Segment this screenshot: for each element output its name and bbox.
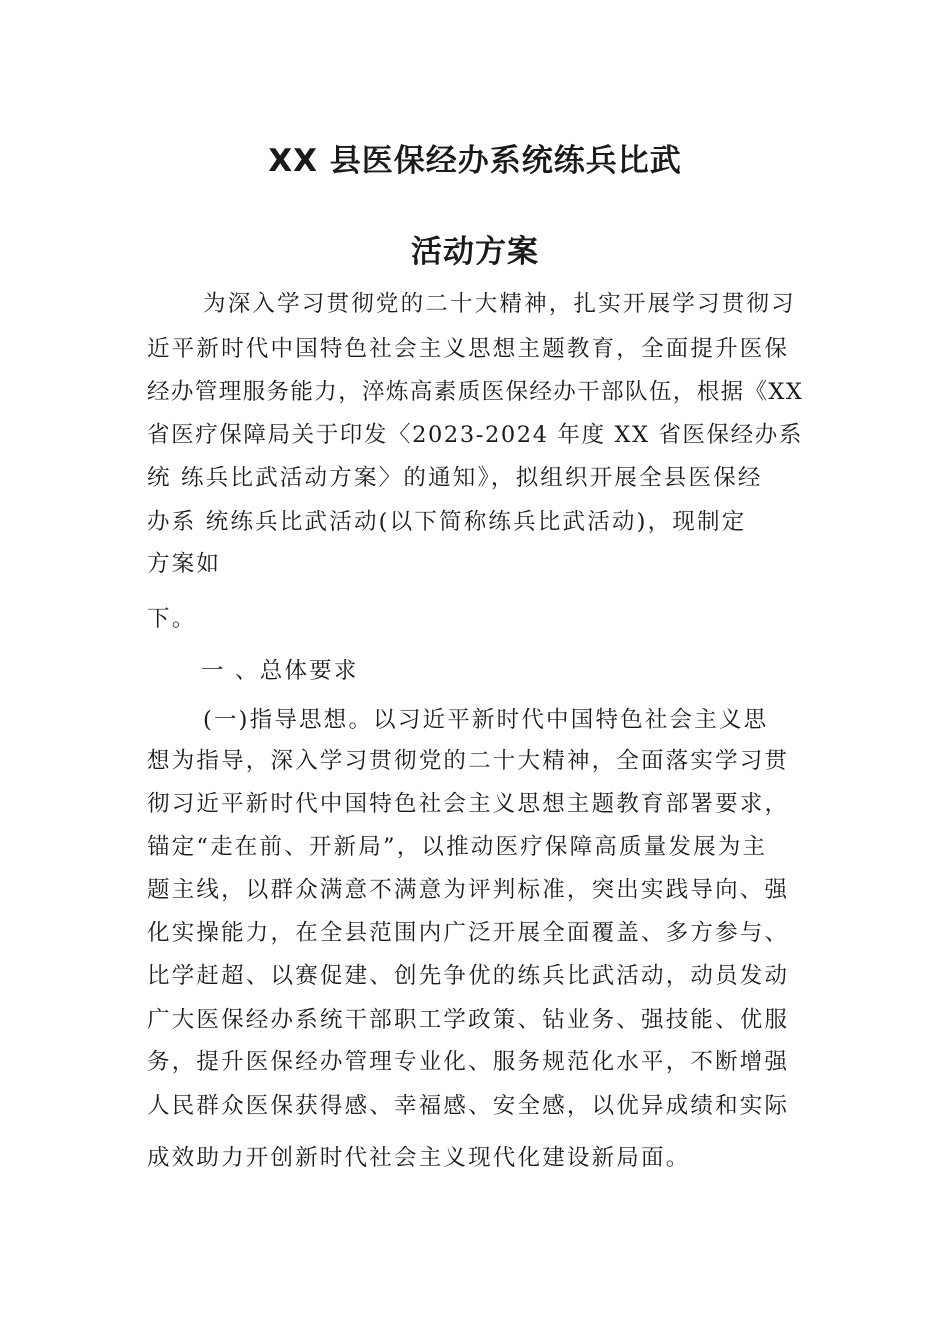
paragraph-1-line: 省医疗保障局关于印发〈2023-2024 年度 XX 省医保经办系 [147,422,803,448]
paragraph-2-line: 务，提升医保经办管理专业化、服务规范化水平，不断增强 [147,1049,790,1075]
section-heading: 一 、总体要求 [201,658,359,684]
paragraph-1-line: 方案如 [147,551,222,577]
paragraph-2-line: (一)指导思想。以习近平新时代中国特色社会主义思 [203,707,769,733]
paragraph-1-line: 为深入学习贯彻党的二十大精神，扎实开展学习贯彻习 [203,291,796,317]
paragraph-1-line: 统 练兵比武活动方案〉的通知》，拟组织开展全县医保经 [147,465,763,491]
paragraph-1-line: 办系 统练兵比武活动(以下简称练兵比武活动)，现制定 [147,509,747,535]
paragraph-2-line: 广大医保经办系统干部职工学政策、钻业务、强技能、优服 [147,1007,790,1033]
paragraph-2-line: 彻习近平新时代中国特色社会主义思想主题教育部署要求， [147,791,790,817]
paragraph-2-line: 锚定“走在前、开新局”，以推动医疗保障高质量发展为主 [147,834,768,860]
paragraph-1-line: 经办管理服务能力，淬炼高素质医保经办干部队伍，根据《XX [147,379,804,405]
paragraph-2-line: 人民群众医保获得感、幸福感、安全感，以优异成绩和实际 [147,1093,790,1119]
paragraph-2-line: 比学赶超、以赛促建、创先争优的练兵比武活动，动员发动 [147,963,790,989]
paragraph-2-line: 想为指导，深入学习贯彻党的二十大精神，全面落实学习贯 [147,748,790,774]
paragraph-2-line: 成效助力开创新时代社会主义现代化建设新局面。 [147,1145,691,1171]
paragraph-1-line: 下。 [147,606,197,632]
paragraph-2-line: 化实操能力，在全县范围内广泛开展全面覆盖、多方参与、 [147,920,790,946]
document-title-line-1: XX 县医保经办系统练兵比武 [268,143,682,179]
document-title-line-2: 活动方案 [411,234,539,270]
paragraph-1-line: 近平新时代中国特色社会主义思想主题教育，全面提升医保 [147,336,790,362]
paragraph-2-line: 题主线，以群众满意不满意为评判标准，突出实践导向、强 [147,877,790,903]
